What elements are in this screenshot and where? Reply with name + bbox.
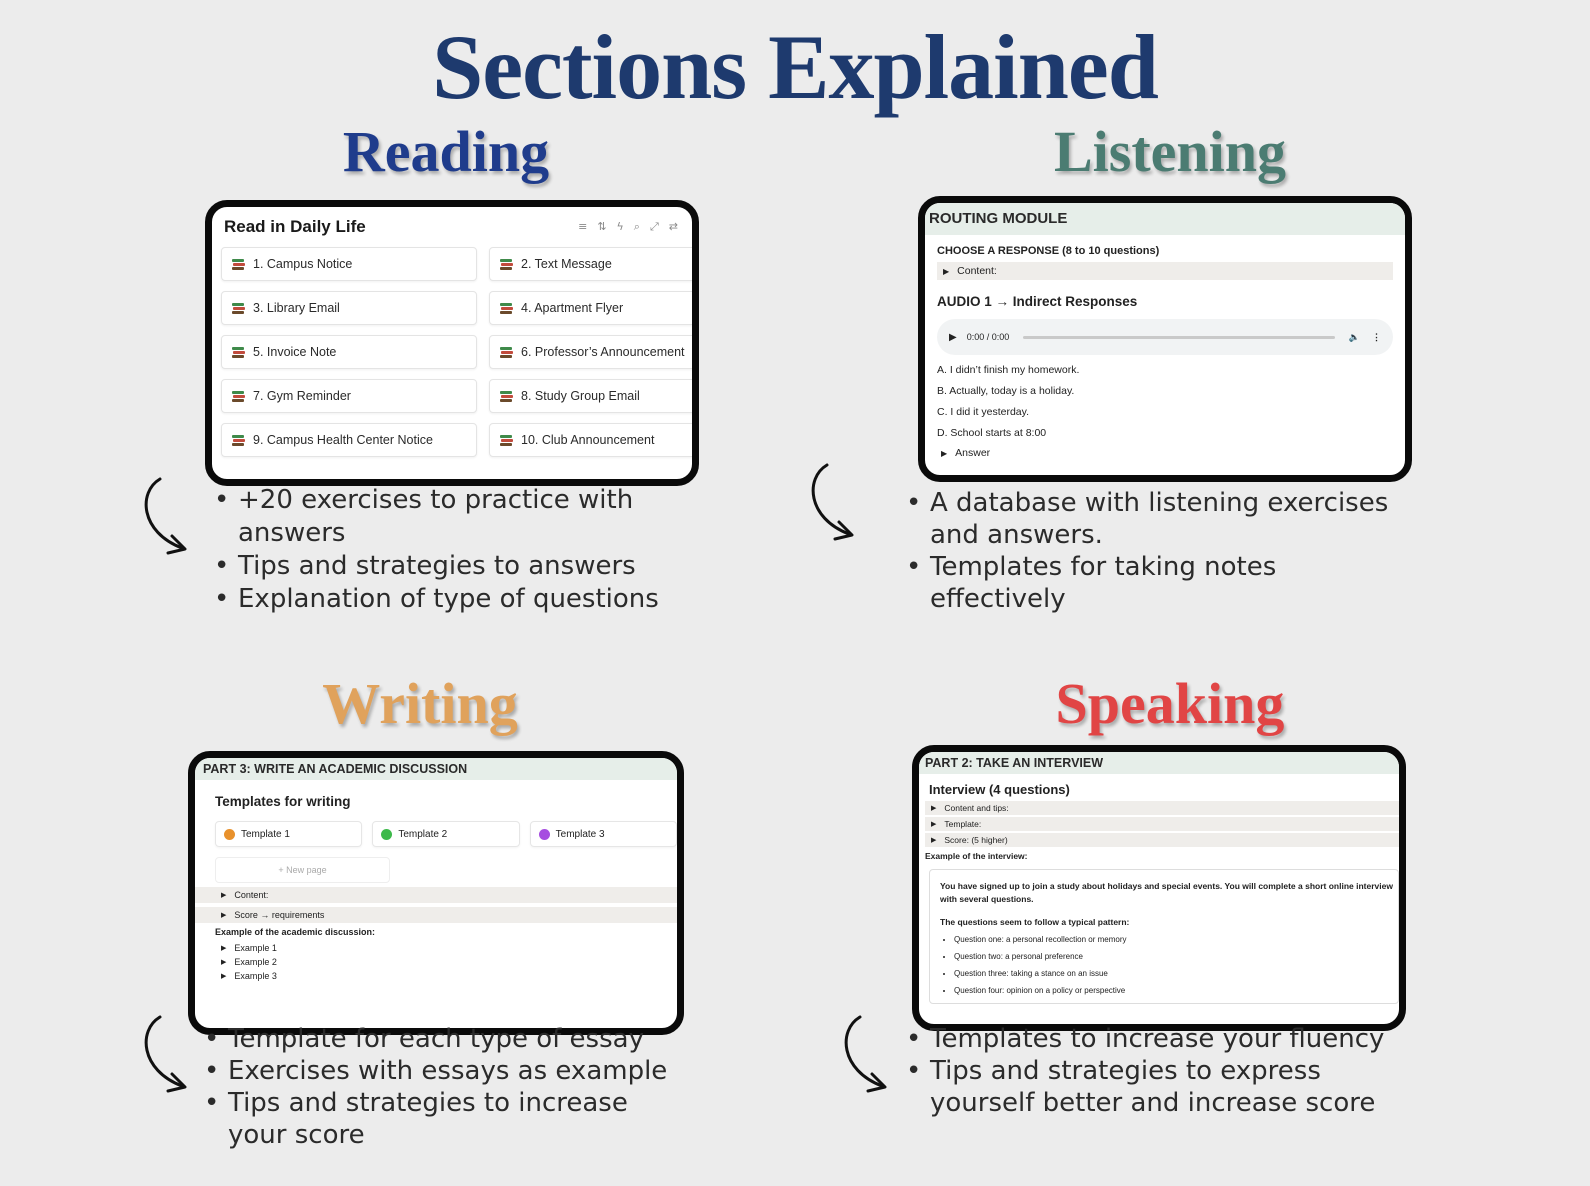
books-icon: [232, 259, 245, 270]
audio-time: 0:00 / 0:00: [966, 332, 1010, 342]
gallery-card-label: 9. Campus Health Center Notice: [253, 433, 433, 447]
purple-circle-icon: [539, 829, 550, 840]
writing-title: Writing: [322, 671, 518, 736]
toggle-label: Content and tips:: [944, 803, 1009, 813]
content-toggle[interactable]: [937, 262, 1393, 280]
feature-text: Explanation of type of questions: [238, 584, 659, 614]
reading-title: Reading: [342, 119, 550, 184]
expand-icon[interactable]: ⤢: [649, 220, 659, 233]
speaking-screenshot: [912, 745, 1406, 1031]
gallery-card-label: 8. Study Group Email: [521, 389, 640, 403]
curved-arrow-icon: [138, 1014, 196, 1096]
list-item: • Exercises with essays as example: [204, 1056, 668, 1086]
speaking-card-header: PART 2: TAKE AN INTERVIEW: [919, 752, 1399, 774]
listening-screenshot: [918, 196, 1412, 482]
reading-features: [214, 484, 734, 616]
writing-features: [204, 1023, 674, 1151]
gallery-card[interactable]: [489, 335, 699, 369]
answer-option: D. School starts at 8:00: [937, 427, 1047, 439]
feature-text: Template for each type of essay: [228, 1024, 644, 1054]
template-label: Template 1: [241, 828, 290, 840]
example-heading: Example of the interview:: [925, 851, 1028, 861]
triangle-right-icon: ▶: [941, 448, 948, 458]
lightning-icon[interactable]: ϟ: [616, 220, 624, 233]
answer-option: C. I did it yesterday.: [937, 406, 1030, 418]
curved-arrow-icon: [838, 1014, 896, 1096]
gallery-card-label: 7. Gym Reminder: [253, 389, 351, 403]
example-callout: [929, 869, 1399, 1004]
example-toggle[interactable]: [195, 939, 677, 953]
list-item: • Tips and strategies to express yourself better and increase score: [906, 1055, 1406, 1119]
books-icon: [232, 347, 245, 358]
list-item: • Question two: a personal preference: [954, 950, 1398, 963]
list-item: • Question one: a personal recollection or memory: [954, 933, 1398, 946]
gallery-card[interactable]: [221, 379, 477, 413]
triangle-right-icon: ▶: [931, 821, 937, 828]
toggle-label: Content:: [234, 890, 269, 900]
search-icon[interactable]: ⌕: [633, 220, 640, 233]
content-toggle[interactable]: [925, 801, 1399, 815]
triangle-right-icon: ▶: [221, 945, 227, 952]
toggle-label: Example 3: [234, 971, 277, 981]
list-item: • Template for each type of essay: [204, 1024, 644, 1054]
list-item: • Question four: opinion on a policy or perspective: [954, 984, 1398, 997]
speaking-title: Speaking: [1055, 671, 1285, 736]
gallery-card[interactable]: [489, 379, 699, 413]
books-icon: [500, 347, 513, 358]
books-icon: [232, 391, 245, 402]
more-options-icon[interactable]: ⋮: [1372, 331, 1381, 342]
green-circle-icon: [381, 829, 392, 840]
books-icon: [500, 435, 513, 446]
reading-card-header: [212, 207, 692, 243]
example-heading: Example of the academic discussion:: [215, 927, 376, 937]
gallery-card-label: 3. Library Email: [253, 301, 340, 315]
list-item: • Templates to increase your fluency: [906, 1024, 1385, 1054]
writing-screenshot: [188, 751, 684, 1035]
feature-text: Tips and strategies to express yourself better and increase score: [930, 1056, 1376, 1118]
question-heading: CHOOSE A RESPONSE (8 to 10 questions): [937, 245, 1160, 257]
example-toggle[interactable]: [195, 967, 677, 981]
template-label: Template 2: [398, 828, 448, 840]
feature-text: Tips and strategies to answers: [238, 551, 636, 581]
template-card[interactable]: [215, 821, 362, 847]
template-card[interactable]: [530, 821, 677, 847]
gallery-card-label: 4. Apartment Flyer: [521, 301, 624, 315]
listening-title: Listening: [1053, 119, 1287, 184]
gallery-card[interactable]: [221, 423, 477, 457]
toggle-label: Template:: [944, 819, 982, 829]
score-toggle[interactable]: [195, 907, 677, 923]
writing-card-header: PART 3: WRITE AN ACADEMIC DISCUSSION: [195, 758, 677, 780]
listening-card-header: ROUTING MODULE: [925, 203, 1405, 235]
audio-player: [937, 319, 1393, 355]
gallery-card[interactable]: [221, 291, 477, 325]
speaking-features: [906, 1023, 1406, 1119]
new-page-button[interactable]: + New page: [215, 857, 390, 883]
answer-option: B. Actually, today is a holiday.: [937, 385, 1075, 397]
toggle-label: Score → requirements: [234, 910, 325, 920]
audio-title: AUDIO 1 → Indirect Responses: [937, 294, 1138, 309]
list-item: • A database with listening exercises and answers.: [906, 487, 1406, 551]
reading-card-title: Read in Daily Life: [224, 217, 366, 236]
gallery-card-label: 6. Professor’s Announcement: [521, 345, 685, 359]
list-item: • +20 exercises to practice with answers: [214, 484, 734, 550]
feature-text: Exercises with essays as example: [228, 1056, 668, 1086]
volume-icon[interactable]: 🔈: [1348, 331, 1360, 342]
list-item: • Templates for taking notes effectively: [906, 551, 1406, 615]
content-toggle[interactable]: [195, 887, 677, 903]
triangle-right-icon: ▶: [931, 837, 937, 844]
gallery-card-label: 1. Campus Notice: [253, 257, 353, 271]
triangle-right-icon: ▶: [221, 959, 227, 966]
filter-icon[interactable]: ≡: [578, 220, 588, 233]
triangle-right-icon: ▶: [221, 912, 227, 919]
interview-heading: Interview (4 questions): [929, 782, 1070, 797]
intro-text: You have signed up to join a study about holidays and special events. You will complete a short online interview with several questions.: [940, 881, 1393, 904]
feature-text: +20 exercises to practice with answers: [238, 485, 634, 548]
answer-toggle[interactable]: [937, 447, 1393, 459]
answer-option: A. I didn’t finish my homework.: [937, 364, 1080, 376]
page-title: Sections Explained: [432, 16, 1158, 118]
list-item: • Explanation of type of questions: [214, 584, 659, 614]
books-icon: [232, 435, 245, 446]
feature-text: Templates for taking notes effectively: [930, 552, 1277, 614]
templates-heading: Templates for writing: [215, 794, 351, 809]
settings-icon[interactable]: ⇄: [668, 220, 678, 233]
toggle-label: Example 2: [234, 957, 277, 967]
triangle-right-icon: ▶: [221, 973, 227, 980]
template-toggle[interactable]: [925, 817, 1399, 831]
books-icon: [500, 391, 513, 402]
gallery-card-label: 2. Text Message: [521, 257, 612, 271]
feature-text: Tips and strategies to increase your score: [228, 1088, 628, 1150]
feature-text: A database with listening exercises and answers.: [930, 488, 1389, 550]
reading-screenshot: [205, 200, 699, 486]
curved-arrow-icon: [805, 462, 863, 544]
pattern-heading: The questions seem to follow a typical pattern:: [940, 917, 1130, 927]
sort-icon[interactable]: ⇅: [597, 220, 607, 233]
gallery-card[interactable]: [221, 247, 477, 281]
list-item: • Tips and strategies to answers: [214, 551, 636, 581]
toggle-label: Answer: [955, 447, 991, 459]
audio-progress-bar[interactable]: [1023, 336, 1335, 339]
example-toggle[interactable]: [195, 953, 677, 967]
orange-circle-icon: [224, 829, 235, 840]
gallery-card[interactable]: [489, 247, 699, 281]
books-icon: [500, 303, 513, 314]
curved-arrow-icon: [138, 476, 196, 558]
score-toggle[interactable]: [925, 833, 1399, 847]
toggle-label: Content:: [957, 265, 997, 277]
feature-text: Templates to increase your fluency: [930, 1024, 1385, 1054]
books-icon: [500, 259, 513, 270]
list-item: • Question three: taking a stance on an issue: [954, 967, 1398, 980]
triangle-right-icon: ▶: [221, 892, 227, 899]
gallery-card[interactable]: [489, 291, 699, 325]
triangle-right-icon: ▶: [943, 266, 950, 276]
toolbar: [578, 220, 678, 234]
toggle-label: Score: (5 higher): [944, 835, 1008, 845]
triangle-right-icon: ▶: [931, 805, 937, 812]
template-card[interactable]: [372, 821, 519, 847]
gallery-card[interactable]: [221, 335, 477, 369]
play-icon[interactable]: ▶: [949, 331, 957, 343]
gallery-card[interactable]: [489, 423, 699, 457]
reading-gallery: [212, 243, 692, 457]
gallery-card-label: 5. Invoice Note: [253, 345, 337, 359]
books-icon: [232, 303, 245, 314]
listening-features: [906, 487, 1406, 615]
list-item: • Tips and strategies to increase your score: [204, 1087, 674, 1151]
toggle-label: Example 1: [234, 943, 277, 953]
gallery-card-label: 10. Club Announcement: [521, 433, 655, 447]
template-label: Template 3: [555, 828, 605, 840]
